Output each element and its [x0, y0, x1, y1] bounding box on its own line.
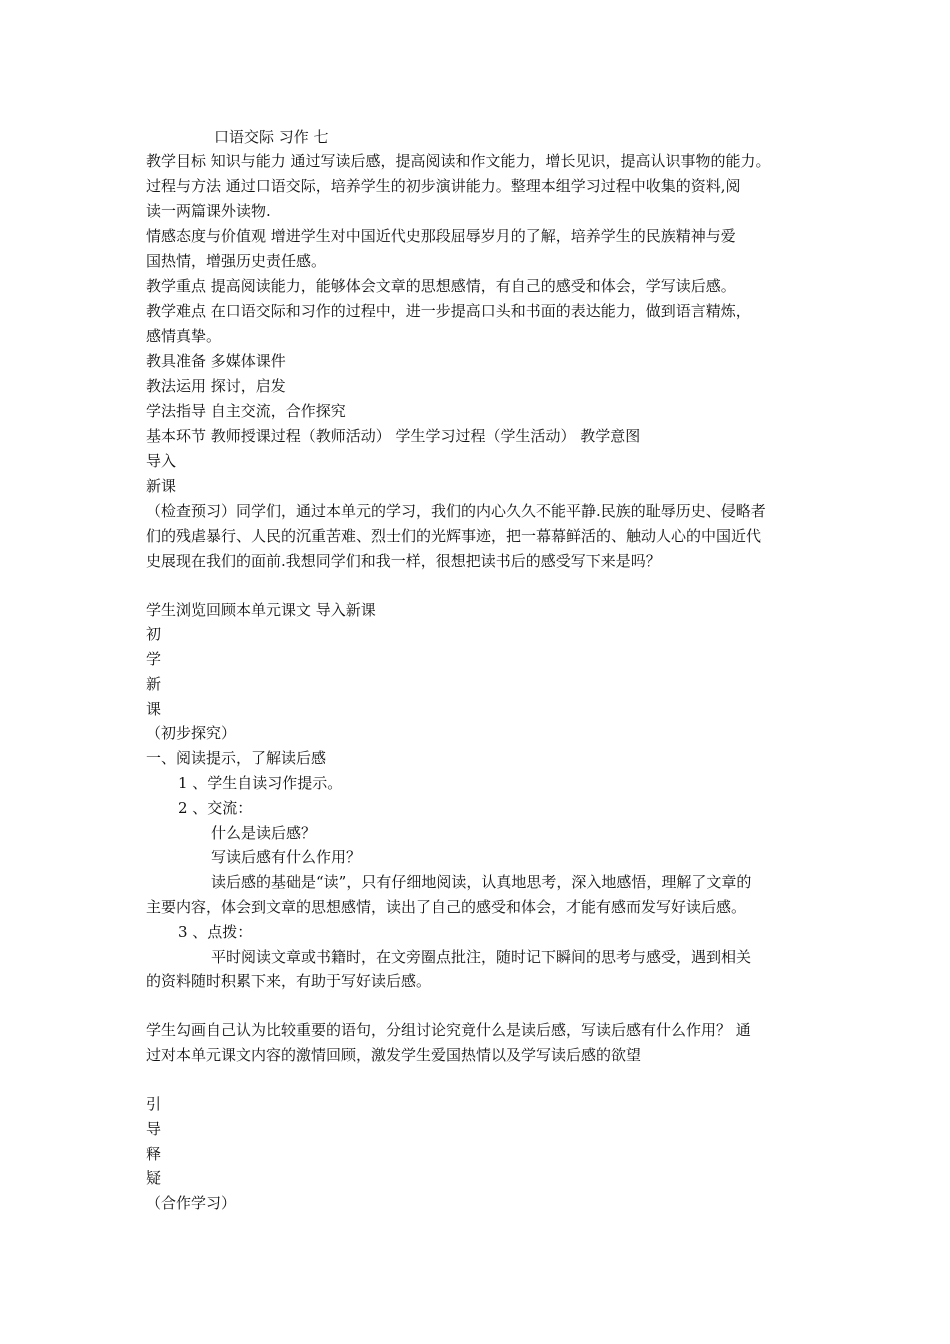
text-line: 学法指导 自主交流，合作探究: [146, 402, 346, 420]
text-line: 教学目标 知识与能力 通过写读后感，提高阅读和作文能力，增长见识，提高认识事物的能力。: [146, 152, 771, 170]
text-line: 国热情，增强历史责任感。: [146, 252, 327, 270]
text-line: 新: [146, 675, 162, 693]
text-line: 情感态度与价值观 增进学生对中国近代史那段屈辱岁月的了解，培养学生的民族精神与爱: [146, 227, 736, 245]
text-line: 什么是读后感？: [211, 824, 317, 842]
text-line: 读一两篇课外读物.: [146, 202, 271, 220]
text-line: 读后感的基础是“读”，只有仔细地阅读，认真地思考，深入地感悟，理解了文章的: [211, 873, 752, 891]
text-line: 释: [146, 1145, 162, 1163]
text-line: 3 、点拨：: [178, 923, 253, 941]
text-line: 教具准备 多媒体课件: [146, 352, 286, 370]
text-line: 学: [146, 650, 162, 668]
text-line: 学生勾画自己认为比较重要的语句，分组讨论究竟什么是读后感，写读后感有什么作用？ 通: [146, 1021, 751, 1039]
text-line: 疑: [146, 1169, 162, 1187]
text-line: 学生浏览回顾本单元课文 导入新课: [146, 601, 376, 619]
text-line: 们的残虐暴行、人民的沉重苦难、烈士们的光辉事迹，把一幕幕鲜活的、触动人心的中国近代: [146, 527, 762, 545]
text-line: 初: [146, 625, 162, 643]
text-line: 过对本单元课文内容的激情回顾，激发学生爱国热情以及学写读后感的欲望: [146, 1046, 642, 1064]
text-line: 课: [146, 700, 162, 718]
text-line: 写读后感有什么作用？: [211, 848, 362, 866]
text-line: 过程与方法 通过口语交际，培养学生的初步演讲能力。整理本组学习过程中收集的资料,阅: [146, 177, 741, 195]
text-line: 教学重点 提高阅读能力，能够体会文章的思想感情，有自己的感受和体会，学写读后感。: [146, 277, 736, 295]
document-title: 口语交际 习作 七: [214, 128, 329, 146]
text-line: 感情真挚。: [146, 327, 222, 345]
text-line: 2 、交流：: [178, 799, 253, 817]
text-line: 引: [146, 1095, 162, 1113]
text-line: （检查预习）同学们，通过本单元的学习，我们的内心久久不能平静.民族的耻辱历史、侵略者: [146, 502, 766, 520]
text-line: 平时阅读文章或书籍时，在文旁圈点批注，随时记下瞬间的思考与感受，遇到相关: [211, 948, 752, 966]
text-line: 史展现在我们的面前.我想同学们和我一样，很想把读书后的感受写下来是吗？: [146, 552, 661, 570]
text-line: 导: [146, 1120, 162, 1138]
text-line: 新课: [146, 477, 177, 495]
text-line: 1 、学生自读习作提示。: [178, 774, 343, 792]
text-line: （初步探究）: [146, 724, 237, 742]
text-line: 一、阅读提示，了解读后感: [146, 749, 327, 767]
text-line: 导入: [146, 452, 177, 470]
text-line: 教法运用 探讨，启发: [146, 377, 286, 395]
text-line: 的资料随时积累下来，有助于写好读后感。: [146, 972, 432, 990]
text-line: 教学难点 在口语交际和习作的过程中，进一步提高口头和书面的表达能力，做到语言精炼，: [146, 302, 751, 320]
text-line: 主要内容，体会到文章的思想感情，读出了自己的感受和体会，才能有感而发写好读后感。: [146, 898, 747, 916]
text-line: （合作学习）: [146, 1194, 237, 1212]
text-line: 基本环节 教师授课过程（教师活动） 学生学习过程（学生活动） 教学意图: [146, 427, 641, 445]
